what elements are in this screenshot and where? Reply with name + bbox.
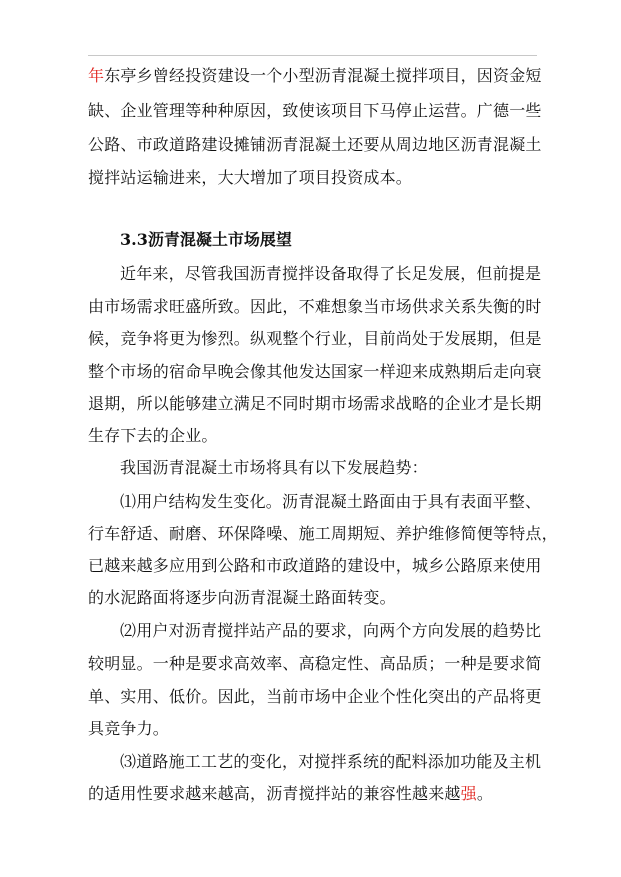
- p6-line-1: ⑶道路施工工艺的变化，对搅拌系统的配料添加功能及主机: [120, 752, 542, 771]
- p2-line-1: 近年来，尽管我国沥青搅拌设备取得了长足发展，但前提是: [120, 264, 542, 283]
- p4-line-3: 已越来越多应用到公路和市政道路的建设中，城乡公路原来使用: [88, 556, 542, 575]
- p3-line-1: 我国沥青混凝土市场将具有以下发展趋势：: [120, 458, 428, 477]
- p4-line-2: 行车舒适、耐磨、环保降噪、施工周期短、养护维修简便等特点，: [88, 524, 558, 543]
- p6-line-2-end: 。: [476, 784, 494, 803]
- p4-line-1: ⑴用户结构发生变化。沥青混凝土路面由于具有表面平整、: [120, 492, 542, 511]
- p5-line-4: 具竞争力。: [88, 719, 170, 738]
- p2-line-3: 候，竞争将更为惨烈。纵观整个行业，目前尚处于发展期，但是: [88, 329, 542, 348]
- p1-line-2: 缺、企业管理等种种原因，致使该项目下马停止运营。广德一些: [88, 101, 542, 120]
- p5-line-3: 单、实用、低价。因此，当前市场中企业个性化突出的产品将更: [88, 687, 542, 706]
- p2-line-4: 整个市场的宿命早晚会像其他发达国家一样迎来成熟期后走向衰: [88, 362, 542, 381]
- highlighted-char: 年: [88, 66, 105, 85]
- top-rule: [88, 55, 537, 56]
- p2-line-5: 退期，所以能够建立满足不同时期市场需求战略的企业才是长期: [88, 394, 542, 413]
- p6-line-2-text: 的适用性要求越来越高，沥青搅拌站的兼容性越来越: [88, 784, 461, 803]
- p2-line-2: 由市场需求旺盛所致。因此，不难想象当市场供求关系失衡的时: [88, 297, 542, 316]
- p1-line-1: [88, 66, 542, 86]
- p6-line-2: [88, 784, 493, 804]
- p4-line-4: 的水泥路面将逐步向沥青混凝土路面转变。: [88, 588, 396, 607]
- p5-line-2: 较明显。一种是要求高效率、高稳定性、高品质；一种是要求简: [88, 654, 542, 673]
- p2-line-6: 生存下去的企业。: [88, 426, 218, 445]
- p1-line-1-text: 东亭乡曾经投资建设一个小型沥青混凝土搅拌项目，因资金短: [104, 66, 542, 85]
- p5-line-1: ⑵用户对沥青搅拌站产品的要求，向两个方向发展的趋势比: [120, 621, 542, 640]
- highlighted-char: 强: [460, 784, 477, 803]
- p1-line-4: 搅拌站运输进来，大大增加了项目投资成本。: [88, 168, 413, 187]
- p1-line-3: 公路、市政道路建设摊铺沥青混凝土还要从周边地区沥青混凝土: [88, 135, 542, 154]
- section-heading: 3.3沥青混凝土市场展望: [120, 230, 292, 249]
